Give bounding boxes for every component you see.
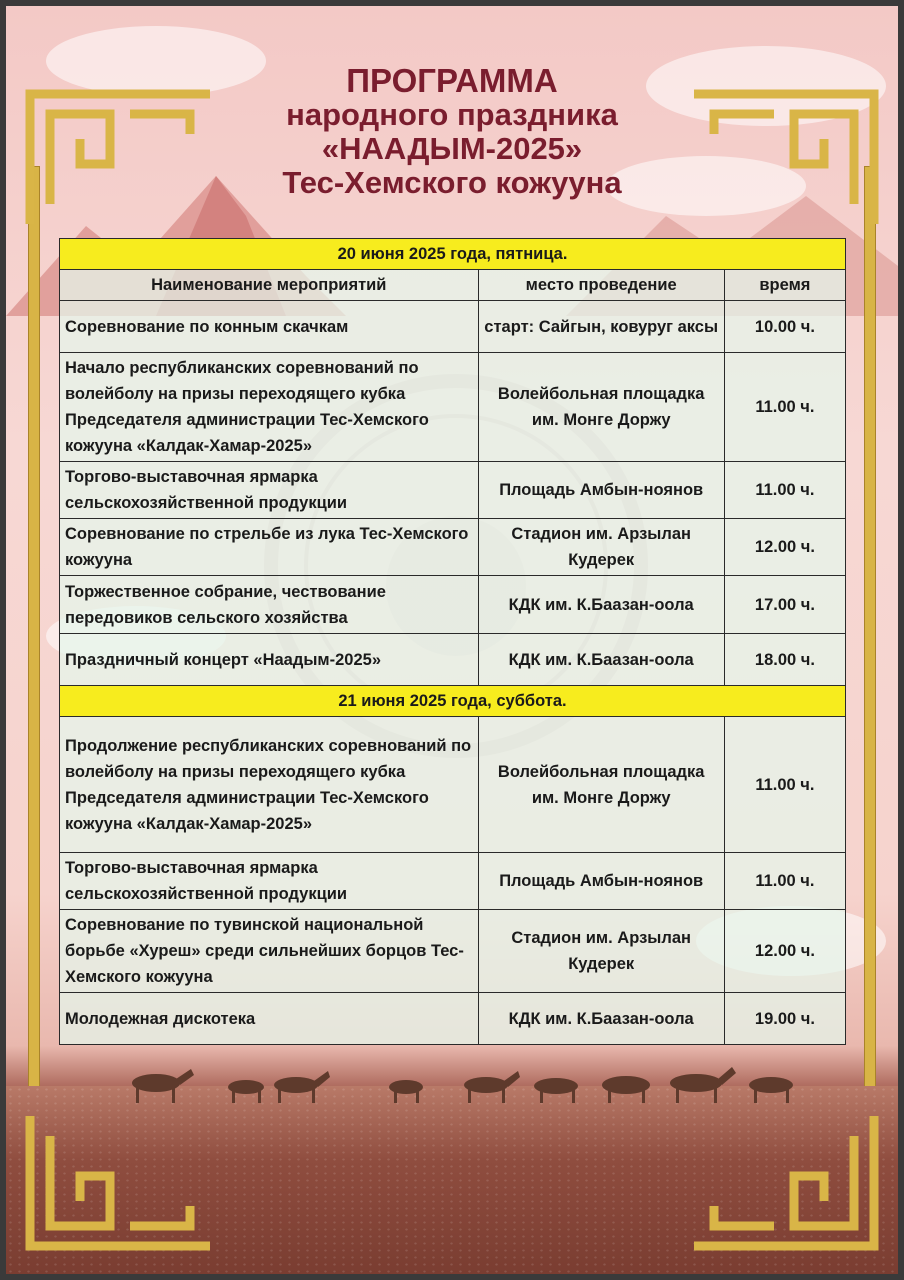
- table-row: [60, 634, 846, 686]
- page-title-line-3: «НААДЫМ-2025»: [321, 131, 583, 166]
- event-time: 11.00 ч.: [724, 353, 845, 462]
- event-name: Продолжение республиканских соревнований по волейболу на призы переходящего кубка Председателя администрации Тес-Хемского кожууна «Калдак-Хамар-2025»: [60, 717, 479, 853]
- horses-icon: [116, 1061, 816, 1106]
- event-name: Начало республиканских соревнований по волейболу на призы переходящего кубка Председателя администрации Тес-Хемского кожууна «Калдак-Хамар-2025»: [60, 353, 479, 462]
- event-place: Площадь Амбын-ноянов: [478, 462, 724, 519]
- table-row: [60, 853, 846, 910]
- event-name: Молодежная дискотека: [60, 993, 479, 1045]
- event-place: КДК им. К.Баазан-оола: [478, 576, 724, 634]
- table-row: [60, 301, 846, 353]
- event-place: Волейбольная площадка им. Монге Доржу: [478, 717, 724, 853]
- event-place: Стадион им. Арзылан Кудерек: [478, 519, 724, 576]
- column-header-row: [60, 270, 846, 301]
- table-row: [60, 993, 846, 1045]
- event-name: Торжественное собрание, чествование передовиков сельского хозяйства: [60, 576, 479, 634]
- event-time: 17.00 ч.: [724, 576, 845, 634]
- ornament-corner-icon: [684, 1106, 884, 1266]
- event-name: Торгово-выставочная ярмарка сельскохозяйственной продукции: [60, 853, 479, 910]
- event-name: Соревнование по стрельбе из лука Тес-Хемского кожууна: [60, 519, 479, 576]
- event-time: 10.00 ч.: [724, 301, 845, 353]
- event-place: КДК им. К.Баазан-оола: [478, 634, 724, 686]
- event-place: КДК им. К.Баазан-оола: [478, 993, 724, 1045]
- program-table: [59, 238, 846, 1045]
- page-title-line-1: ПРОГРАММА: [346, 62, 558, 99]
- event-name: Соревнование по конным скачкам: [60, 301, 479, 353]
- event-place: Площадь Амбын-ноянов: [478, 853, 724, 910]
- event-time: 12.00 ч.: [724, 910, 845, 993]
- table-row: [60, 717, 846, 853]
- column-header-place: место проведение: [478, 270, 724, 301]
- page-title-line-4: Тес-Хемского кожууна: [282, 165, 622, 200]
- event-time: 19.00 ч.: [724, 993, 845, 1045]
- day-label: 20 июня 2025 года, пятница.: [60, 239, 846, 270]
- day-label: 21 июня 2025 года, суббота.: [60, 686, 846, 717]
- event-time: 12.00 ч.: [724, 519, 845, 576]
- event-time: 11.00 ч.: [724, 717, 845, 853]
- event-name: Соревнование по тувинской национальной борьбе «Хуреш» среди сильнейших борцов Тес-Хемского кожууна: [60, 910, 479, 993]
- event-time: 18.00 ч.: [724, 634, 845, 686]
- ornament-frame-right: [864, 166, 876, 1096]
- column-header-name: Наименование мероприятий: [60, 270, 479, 301]
- table-row: [60, 519, 846, 576]
- event-time: 11.00 ч.: [724, 853, 845, 910]
- event-place: Волейбольная площадка им. Монге Доржу: [478, 353, 724, 462]
- table-row: [60, 576, 846, 634]
- table-row: [60, 353, 846, 462]
- day-header-row: [60, 686, 846, 717]
- ornament-corner-icon: [20, 1106, 220, 1266]
- table-row: [60, 462, 846, 519]
- column-header-time: время: [724, 270, 845, 301]
- event-name: Торгово-выставочная ярмарка сельскохозяйственной продукции: [60, 462, 479, 519]
- event-name: Праздничный концерт «Наадым-2025»: [60, 634, 479, 686]
- page-title-line-2: народного праздника: [286, 97, 618, 132]
- ornament-frame-left: [28, 166, 40, 1096]
- day-header-row: [60, 239, 846, 270]
- table-row: [60, 910, 846, 993]
- event-time: 11.00 ч.: [724, 462, 845, 519]
- event-place: Стадион им. Арзылан Кудерек: [478, 910, 724, 993]
- event-place: старт: Сайгын, ковуруг аксы: [478, 301, 724, 353]
